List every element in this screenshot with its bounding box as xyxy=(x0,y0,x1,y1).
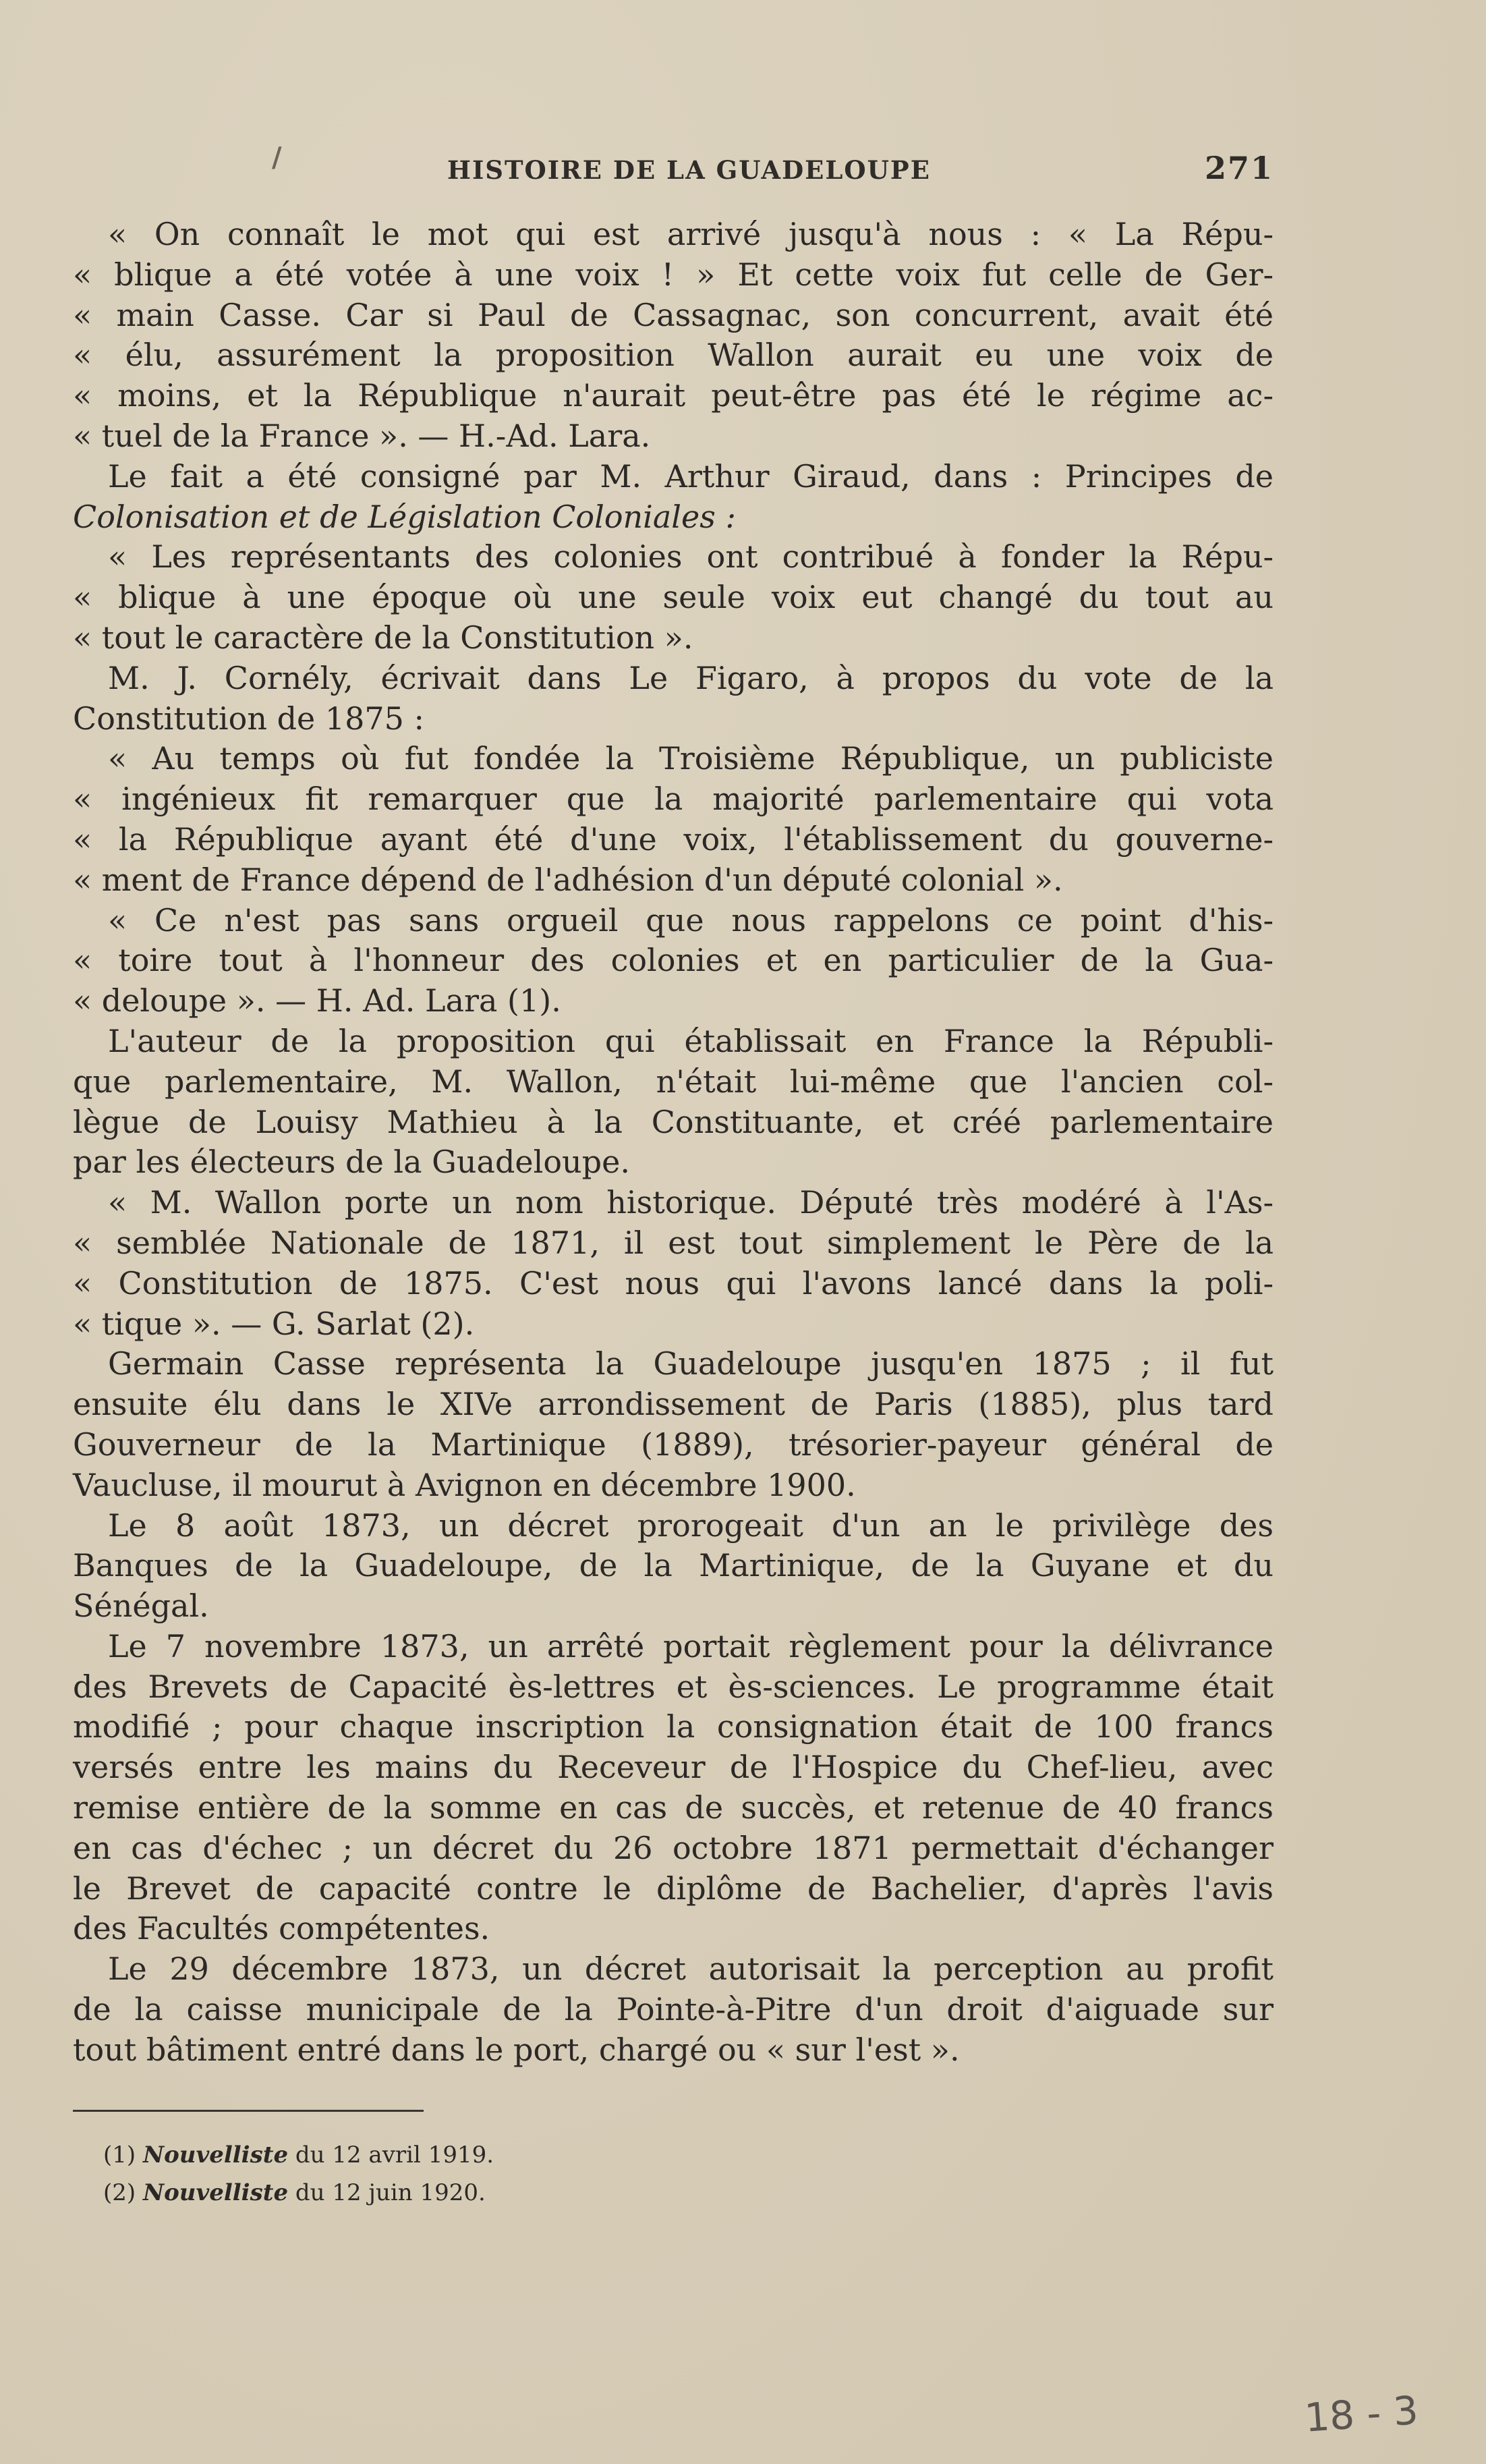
running-head xyxy=(73,135,1274,196)
footnote xyxy=(103,2136,1274,2174)
text-line: « main Casse. Car si Paul de Cassagnac, son concurrent, avait été xyxy=(73,296,1274,333)
text-line: « tout le caractère de la Constitution ». xyxy=(73,619,693,656)
text-line: Le fait a été consigné par M. Arthur Giraud, dans : Principes de xyxy=(108,457,1274,495)
text-line: que parlementaire, M. Wallon, n'était lui-même que l'ancien col- xyxy=(73,1063,1274,1100)
text-line: « la République ayant été d'une voix, l'établissement du gouverne- xyxy=(73,820,1274,858)
text-line: « tuel de la France ». — H.-Ad. Lara. xyxy=(73,417,651,454)
footnote-number: (2) xyxy=(103,2179,136,2206)
text-line: tout bâtiment entré dans le port, chargé ou « sur l'est ». xyxy=(73,2031,960,2068)
text-line: « deloupe ». — H. Ad. Lara (1). xyxy=(73,982,561,1019)
page-number: 271 xyxy=(1204,150,1274,186)
footnote xyxy=(103,2174,1274,2212)
footnotes xyxy=(73,2136,1274,2212)
text-line: versés entre les mains du Receveur de l'Hospice du Chef-lieu, avec xyxy=(73,1749,1274,1786)
text-line: ensuite élu dans le XIVe arrondissement de Paris (1885), plus tard xyxy=(73,1386,1274,1423)
text-line: de la caisse municipale de la Pointe-à-Pitre d'un droit d'aiguade sur xyxy=(73,1991,1274,2028)
text-line: remise entière de la somme en cas de succès, et retenue de 40 francs xyxy=(73,1789,1274,1826)
italic-text: Colonisation et de Législation Coloniales : xyxy=(73,498,736,535)
text-line: « Au temps où fut fondée la Troisième République, un publiciste xyxy=(108,740,1274,777)
text-line: Sénégal. xyxy=(73,1588,209,1625)
text-line: « élu, assurément la proposition Wallon aurait eu une voix de xyxy=(73,337,1274,374)
text-line: des Brevets de Capacité ès-lettres et ès-sciences. Le programme était xyxy=(73,1668,1274,1705)
text-line: M. J. Cornély, écrivait dans Le Figaro, à propos du vote de la xyxy=(108,659,1274,696)
footnote-rule xyxy=(73,2110,424,2112)
text-line: L'auteur de la proposition qui établissait en France la Républi- xyxy=(108,1022,1274,1059)
text-line: « Constitution de 1875. C'est nous qui l'avons lancé dans la poli- xyxy=(73,1264,1274,1301)
footnote-source: Nouvelliste xyxy=(142,2141,289,2168)
text-line: Le 7 novembre 1873, un arrêté portait règlement pour la délivrance xyxy=(108,1627,1274,1664)
text-line: le Brevet de capacité contre le diplôme de Bachelier, d'après l'avis xyxy=(73,1870,1274,1907)
text-line: « ingénieux fit remarquer que la majorité parlementaire qui vota xyxy=(73,781,1274,818)
text-line: « toire tout à l'honneur des colonies et en particulier de la Gua- xyxy=(73,942,1274,979)
text-line: Le 8 août 1873, un décret prorogeait d'un an le privilège des xyxy=(108,1507,1274,1544)
text-line: Banques de la Guadeloupe, de la Martinique, de la Guyane et du xyxy=(73,1547,1274,1584)
text-line: « ment de France dépend de l'adhésion d'un député colonial ». xyxy=(73,861,1063,898)
text-line: « M. Wallon porte un nom historique. Député très modéré à l'As- xyxy=(108,1184,1274,1221)
header-mark: / xyxy=(272,142,283,173)
handwritten-note: 18 - 3 xyxy=(1303,2387,1421,2441)
text-line: « On connaît le mot qui est arrivé jusqu'à nous : « La Répu- xyxy=(108,216,1274,252)
text-line: en cas d'échec ; un décret du 26 octobre 1871 permettait d'échanger xyxy=(73,1829,1274,1866)
text-line xyxy=(73,497,1274,538)
text-line: lègue de Louisy Mathieu à la Constituante, et créé parlementaire xyxy=(73,1103,1274,1140)
text-line: modifié ; pour chaque inscription la consignation était de 100 francs xyxy=(73,1708,1274,1745)
text-line: Vaucluse, il mourut à Avignon en décembre 1900. xyxy=(73,1466,856,1503)
footnote-source: Nouvelliste xyxy=(142,2179,289,2206)
text-line: « moins, et la République n'aurait peut-être pas été le régime ac- xyxy=(73,377,1274,414)
footnote-date: du 12 juin 1920. xyxy=(288,2179,486,2206)
text-line: Gouverneur de la Martinique (1889), trésorier-payeur général de xyxy=(73,1426,1274,1463)
body-text xyxy=(73,215,1274,2071)
running-head-title: HISTOIRE DE LA GUADELOUPE xyxy=(447,155,931,185)
text-line: « blique a été votée à une voix ! » Et cette voix fut celle de Ger- xyxy=(73,256,1274,293)
footnote-number: (1) xyxy=(103,2141,136,2168)
text-line: « Les représentants des colonies ont contribué à fonder la Répu- xyxy=(108,538,1274,576)
footnote-date: du 12 avril 1919. xyxy=(288,2141,494,2168)
text-line: « blique à une époque où une seule voix eut changé du tout au xyxy=(73,579,1274,616)
text-line: « semblée Nationale de 1871, il est tout simplement le Père de la xyxy=(73,1224,1274,1261)
text-line: « tique ». — G. Sarlat (2). xyxy=(73,1305,475,1342)
text-line: « Ce n'est pas sans orgueil que nous rappelons ce point d'his- xyxy=(108,901,1274,939)
text-line: Constitution de 1875 : xyxy=(73,700,425,737)
text-line: par les électeurs de la Guadeloupe. xyxy=(73,1144,630,1181)
document-page xyxy=(73,135,1274,2212)
text-line: des Facultés compétentes. xyxy=(73,1910,490,1947)
text-line: Le 29 décembre 1873, un décret autorisait la perception au profit xyxy=(108,1951,1274,1988)
text-line: Germain Casse représenta la Guadeloupe jusqu'en 1875 ; il fut xyxy=(108,1345,1274,1382)
